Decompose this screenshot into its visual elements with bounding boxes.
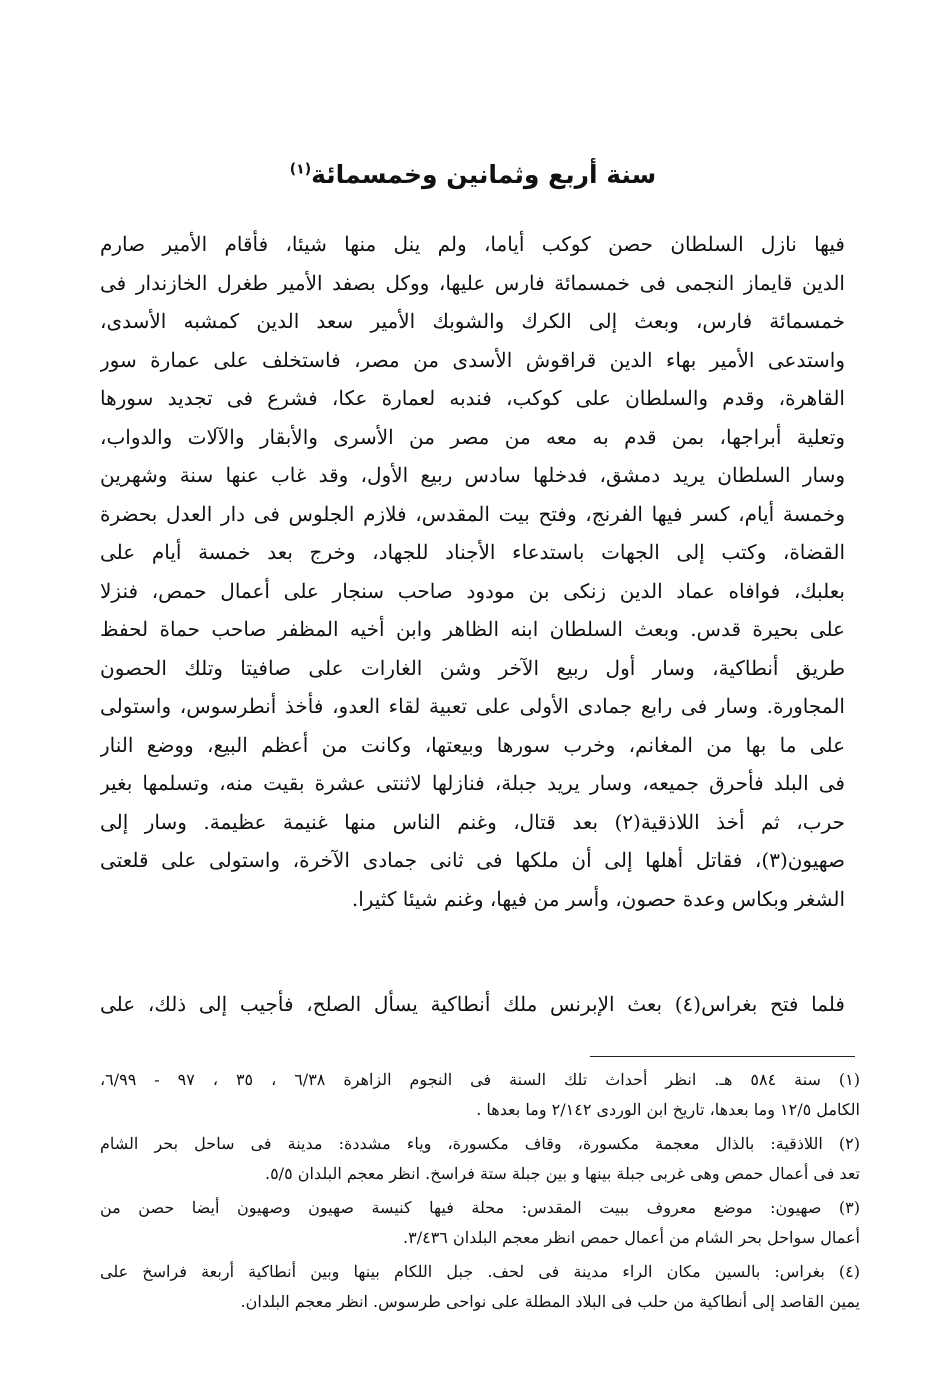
main-paragraph-1 bbox=[100, 225, 845, 918]
text-line: فيها نازل السلطان حصن كوكب أياما، ولم ينل منها شيئا، فأقام الأمير صارم bbox=[100, 232, 845, 256]
footnote-line: تعد فى أعمال حمص وهى غربى جبلة بينها و بين جبلة ستة فراسخ. انظر معجم البلدان ٥/٥. bbox=[264, 1164, 860, 1183]
footnote-3 bbox=[100, 1193, 860, 1253]
text-line: القاهرة، وقدم والسلطان على كوكب، فندبه لعمارة عكا، فشرع فى تجديد سورها bbox=[100, 386, 845, 410]
footnote-line: (٤) بغراس: بالسين مكان الراء مدينة فى لحف. جبل اللكام بينها وبين أنطاكية أربعة فراسخ على bbox=[100, 1262, 860, 1281]
text-line: الدين قايماز النجمى فى خمسمائة فارس عليها، ووكل بصفد الأمير طغرل الخازندار فى bbox=[100, 270, 845, 295]
footnote-line: (٢) اللاذقية: بالذال معجمة مكسورة، وقاف مكسورة، وياء مشددة: مدينة فى ساحل بحر الشام bbox=[100, 1134, 860, 1153]
footnote-4 bbox=[100, 1257, 860, 1317]
footnote-line: (٣) صهيون: موضع معروف ببيت المقدس: محلة فيها كنيسة صهيون وصهيون أيضا حصن من bbox=[100, 1198, 860, 1217]
chapter-title bbox=[0, 160, 946, 189]
text-line: صهيون(٣)، فقاتل أهلها إلى أن ملكها فى ثانى جمادى الآخرة، واستولى على قلعتى bbox=[100, 848, 845, 872]
text-line: على ما بها من المغانم، وخرب سورها وبيعتها، وكانت من أعظم البيع، ووضع النار bbox=[100, 732, 845, 757]
text-line: وسار السلطان يريد دمشق، فدخلها سادس ربيع الأول، وقد غاب عنها سنة وشهرين bbox=[100, 463, 845, 487]
title-footnote-marker: (١) bbox=[289, 161, 312, 178]
text-line: وتعلية أبراجها، بمن قدم به معه من مصر من الأسرى والأبقار والآلات والدواب، bbox=[100, 424, 845, 449]
text-line: طريق أنطاكية، وسار أول ربيع الآخر وشن الغارات على صافيتا وتلك الحصون bbox=[100, 655, 845, 680]
footnote-separator bbox=[590, 1056, 855, 1057]
footnote-1 bbox=[100, 1065, 860, 1125]
text-line: حرب، ثم أخذ اللاذقية(٢) بعد قتال، وغنم الناس منها غنيمة عظيمة. وسار إلى bbox=[100, 809, 845, 834]
text-line: وخمسة أيام، كسر فيها الفرنج، وفتح بيت المقدس، فلازم الجلوس فى دار العدل بحضرة bbox=[100, 501, 845, 526]
text-line: خمسمائة فارس، وبعث إلى الكرك والشوبك الأمير سعد الدين كمشبه الأسدى، bbox=[100, 309, 845, 333]
text-line: فلما فتح بغراس(٤) بعث الإبرنس ملك أنطاكية يسأل الصلح، فأجيب إلى ذلك، على bbox=[100, 992, 845, 1016]
text-line: على بحيرة قدس. وبعث السلطان ابنه الظاهر وابن أخيه المظفر صاحب حماة لحفظ bbox=[100, 617, 845, 641]
chapter-title-text: سنة أربع وثمانين وخمسمائة bbox=[311, 160, 657, 189]
footnote-line: أعمال سواحل بحر الشام من أعمال حمص انظر معجم البلدان ٣/٤٣٦. bbox=[403, 1228, 860, 1247]
main-paragraph-2 bbox=[100, 985, 845, 1024]
text-line: فى البلد فأحرق جميعه، وسار يريد جبلة، فنازلها لاثنتى عشرة بقيت منه، وتسلمها بغير bbox=[100, 771, 845, 795]
footnote-line: الكامل ١٢/٥ وما بعدها، تاريخ ابن الوردى ٢/١٤٢ وما بعدها . bbox=[476, 1100, 860, 1119]
text-line: المجاورة. وسار فى رابع جمادى الأولى على تعبية لقاء العدو، فأخذ أنطرسوس، واستولى bbox=[100, 694, 845, 718]
text-line: القضاة، وكتب إلى الجهات باستدعاء الأجناد للجهاد، وخرج بعد خمسة أيام على bbox=[100, 540, 845, 564]
footnotes bbox=[100, 1065, 860, 1317]
text-line: واستدعى الأمير بهاء الدين قراقوش الأسدى من مصر، فاستخلف على عمارة سور bbox=[100, 347, 845, 372]
footnote-line: (١) سنة ٥٨٤ هـ. انظر أحداث تلك السنة فى النجوم الزاهرة ٦/٣٨ ، ٣٥ ، ٩٧ - ٦/٩٩، bbox=[100, 1070, 860, 1089]
text-line: الشغر وبكاس وعدة حصون، وأسر من فيها، وغنم شيئا كثيرا. bbox=[351, 886, 845, 911]
footnote-line: يمين القاصد إلى أنطاكية من حلب فى البلاد المطلة على نواحى طرسوس. انظر معجم البلدان. bbox=[240, 1292, 860, 1311]
text-line: بعلبك، فوافاه عماد الدين زنكى بن مودود صاحب سنجار على أعمال حمص، فنزلا bbox=[100, 578, 845, 603]
footnote-2 bbox=[100, 1129, 860, 1189]
